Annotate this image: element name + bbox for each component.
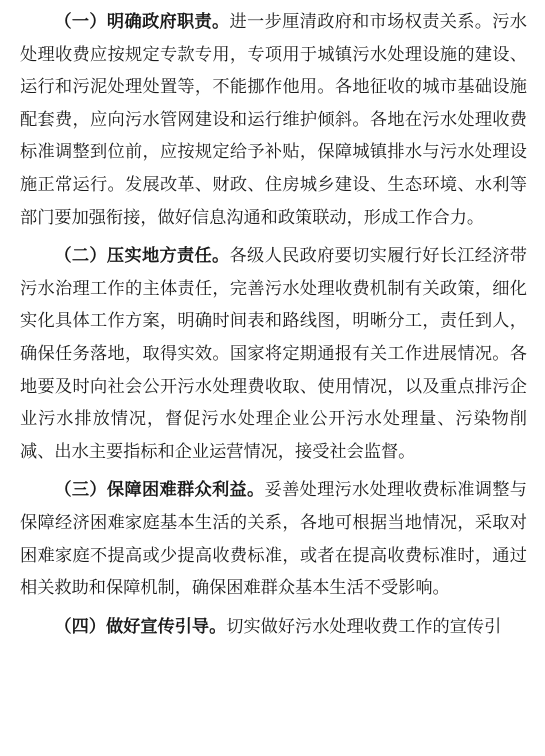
- paragraph-2-heading: （二）压实地方责任。: [54, 246, 230, 267]
- paragraph-4-body: 切实做好污水处理收费工作的宣传引: [226, 616, 502, 637]
- paragraph-1: [20, 6, 527, 234]
- paragraph-3-heading: （三）保障困难群众利益。: [54, 480, 265, 501]
- paragraph-2-body: 各级人民政府要切实履行好长江经济带污水治理工作的主体责任，完善污水处理收费机制有关政策，细化实化具体工作方案，明确时间表和路线图，明晰分工，责任到人，确保任务落地，取得实效。国家将定期通报有关工作进展情况。各地要及时向社会公开污水处理费收取、使用情况，以及重点排污企业污水排放情况，督促污水处理企业公开污水处理量、污染物削减、出水主要指标和企业运营情况，接受社会监督。: [20, 246, 527, 462]
- paragraph-1-body: 进一步厘清政府和市场权责关系。污水处理收费应按规定专款专用，专项用于城镇污水处理设施的建设、运行和污泥处理处置等，不能挪作他用。各地征收的城市基础设施配套费，应向污水管网建设和运行维护倾斜。各地在污水处理收费标准调整到位前，应按规定给予补贴，保障城镇排水与污水处理设施正常运行。发展改革、财政、住房城乡建设、生态环境、水利等部门要加强衔接，做好信息沟通和政策联动，形成工作合力。: [20, 12, 527, 228]
- paragraph-2: [20, 240, 527, 468]
- paragraph-4: [20, 611, 527, 644]
- paragraph-3: [20, 474, 527, 604]
- paragraph-1-heading: （一）明确政府职责。: [54, 12, 230, 32]
- paragraph-3-body: 妥善处理污水处理收费标准调整与保障经济困难家庭基本生活的关系，各地可根据当地情况，采取对困难家庭不提高或少提高收费标准，或者在提高收费标准时，通过相关救助和保障机制，确保困难群众基本生活不受影响。: [20, 480, 527, 599]
- paragraph-4-heading: （四）做好宣传引导。: [54, 616, 227, 637]
